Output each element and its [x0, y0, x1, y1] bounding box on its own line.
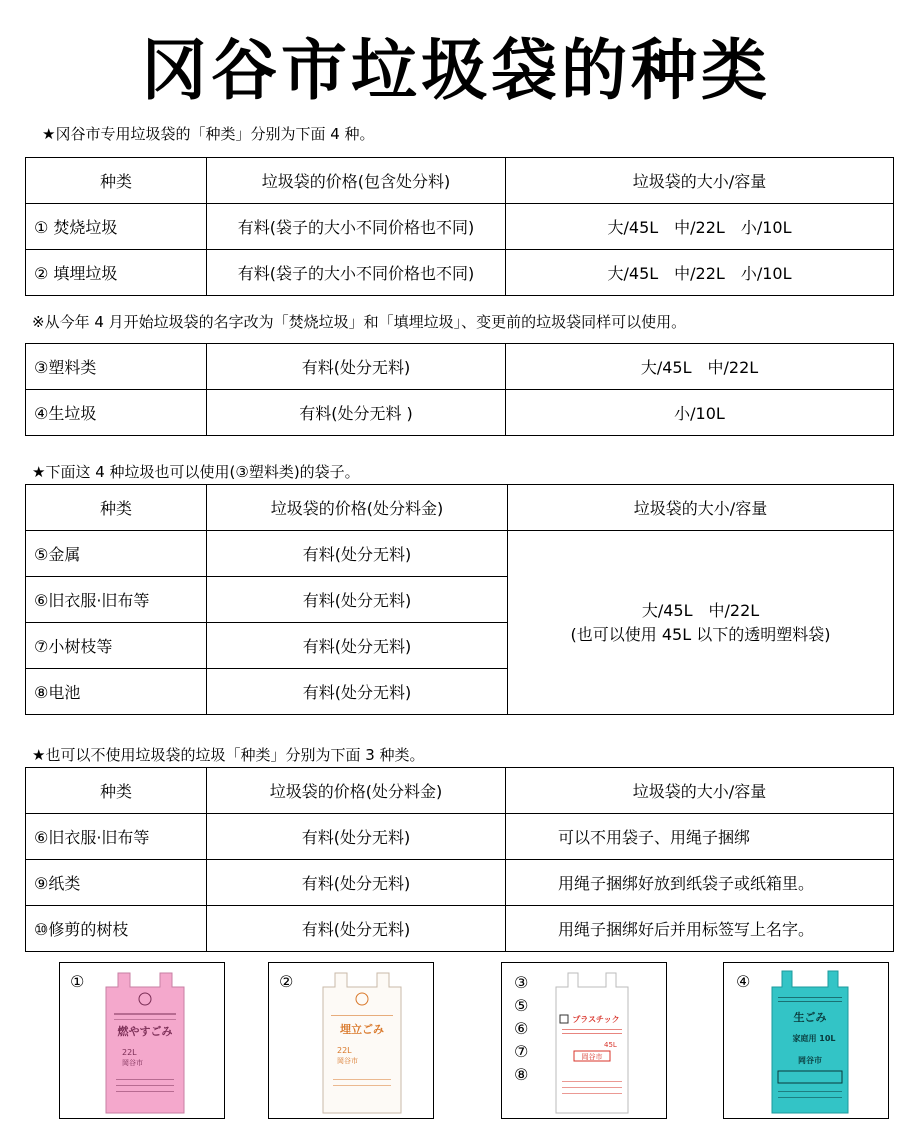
header-size: 垃圾袋的大小/容量 [506, 768, 894, 814]
header-type: 种类 [26, 158, 207, 204]
bag-size: 22L [122, 1048, 137, 1057]
cell-price: 有料(处分无料) [207, 623, 508, 669]
bag-photo-food-waste [723, 962, 889, 1119]
table-row [26, 906, 894, 952]
cell-price: 有料(处分无料) [207, 531, 508, 577]
cell-type: ⑥旧衣服·旧布等 [26, 577, 207, 623]
size-note: (也可以使用 45L 以下的透明塑料袋) [570, 624, 831, 644]
bag-number: ⑦ [514, 1042, 529, 1061]
bag-label: プラスチック [572, 1015, 620, 1024]
bag-number: ② [279, 972, 294, 991]
cell-type: ⑦小树枝等 [26, 623, 207, 669]
cell-price: 有料(处分无料) [207, 669, 508, 715]
cell-price: 有料(袋子的大小不同价格也不同) [207, 250, 506, 296]
table-bag-types [25, 157, 894, 296]
cell-size: 小/10L [506, 390, 894, 436]
cell-size-merged [508, 531, 894, 715]
plastic-bag-note: ★下面这 4 种垃圾也可以使用(③塑料类)的袋子。 [32, 463, 360, 481]
bag-number-list [514, 971, 528, 1086]
cell-type: ① 焚烧垃圾 [26, 204, 207, 250]
cell-size: 大/45L 中/22L 小/10L [506, 250, 894, 296]
table-row [26, 204, 894, 250]
name-change-note: ※从今年 4 月开始垃圾袋的名字改为「焚烧垃圾」和「填埋垃圾」、变更前的垃圾袋同样可以使用。 [32, 313, 687, 331]
bag-city: 岡谷市 [122, 1059, 143, 1067]
intro-note-four-types: ★冈谷市专用垃圾袋的「种类」分别为下面 4 种。 [42, 125, 375, 143]
header-size: 垃圾袋的大小/容量 [508, 485, 894, 531]
bag-photo-burnable [59, 962, 225, 1119]
bag-number: ③ [514, 973, 529, 992]
header-type: 种类 [26, 768, 207, 814]
cell-price: 有料(处分无料 ) [207, 390, 506, 436]
bag-size: 22L [337, 1046, 352, 1055]
header-size: 垃圾袋的大小/容量 [506, 158, 894, 204]
bag-label: 埋立ごみ [340, 1023, 384, 1036]
cell-size: 大/45L 中/22L 小/10L [506, 204, 894, 250]
header-type: 种类 [26, 485, 207, 531]
header-price: 垃圾袋的价格(包含处分料) [207, 158, 506, 204]
bag-photo-landfill [268, 962, 434, 1119]
cell-type: ⑥旧衣服·旧布等 [26, 814, 207, 860]
page-title: 冈谷市垃圾袋的种类 [141, 31, 771, 109]
bag-label: 生ごみ [793, 1011, 827, 1024]
table-plastic-food [25, 343, 894, 436]
cell-type: ④生垃圾 [26, 390, 207, 436]
table-row [26, 814, 894, 860]
bag-number: ⑧ [514, 1065, 529, 1084]
cell-price: 有料(处分无料) [207, 814, 506, 860]
header-price: 垃圾袋的价格(处分料金) [207, 768, 506, 814]
cell-method: 可以不用袋子、用绳子捆绑 [506, 814, 894, 860]
table-header-row [26, 768, 894, 814]
table-row [26, 344, 894, 390]
bag-number: ① [70, 972, 85, 991]
cell-type: ② 填埋垃圾 [26, 250, 207, 296]
cell-method: 用绳子捆绑好后并用标签写上名字。 [506, 906, 894, 952]
cell-type: ⑧电池 [26, 669, 207, 715]
table-header-row [26, 485, 894, 531]
table-row [26, 390, 894, 436]
cell-price: 有料(处分无料) [207, 906, 506, 952]
cell-type: ⑤金属 [26, 531, 207, 577]
header-price: 垃圾袋的价格(处分料金) [207, 485, 508, 531]
bag-image [104, 969, 186, 1115]
bag-photo-plastic [501, 962, 667, 1119]
bag-size: 45L [604, 1041, 617, 1049]
cell-method: 用绳子捆绑好放到纸袋子或纸箱里。 [506, 860, 894, 906]
size-line: 大/45L 中/22L [641, 600, 760, 620]
bag-number: ④ [736, 972, 751, 991]
bag-size: 家庭用 10L [792, 1034, 836, 1043]
cell-price: 有料(处分无料) [207, 344, 506, 390]
table-header-row [26, 158, 894, 204]
bag-city: 岡谷市 [581, 1053, 603, 1061]
cell-type: ③塑料类 [26, 344, 207, 390]
bag-number: ⑤ [514, 996, 529, 1015]
cell-price: 有料(袋子的大小不同价格也不同) [207, 204, 506, 250]
table-row [26, 250, 894, 296]
cell-price: 有料(处分无料) [207, 860, 506, 906]
table-no-bag-items [25, 767, 894, 952]
table-row [26, 860, 894, 906]
cell-size: 大/45L 中/22L [506, 344, 894, 390]
cell-type: ⑨纸类 [26, 860, 207, 906]
bag-label: 燃やすごみ [117, 1025, 173, 1038]
cell-type: ⑩修剪的树枝 [26, 906, 207, 952]
bag-city: 岡谷市 [798, 1056, 822, 1065]
table-plastic-bag-usage [25, 484, 894, 715]
cell-price: 有料(处分无料) [207, 577, 508, 623]
bag-image [321, 969, 403, 1115]
bag-image [554, 969, 630, 1115]
bag-number: ⑥ [514, 1019, 529, 1038]
table-row [26, 531, 894, 577]
bag-image [770, 967, 850, 1115]
bag-city: 岡谷市 [337, 1057, 358, 1065]
no-bag-note: ★也可以不使用垃圾袋的垃圾「种类」分别为下面 3 种类。 [32, 746, 425, 764]
